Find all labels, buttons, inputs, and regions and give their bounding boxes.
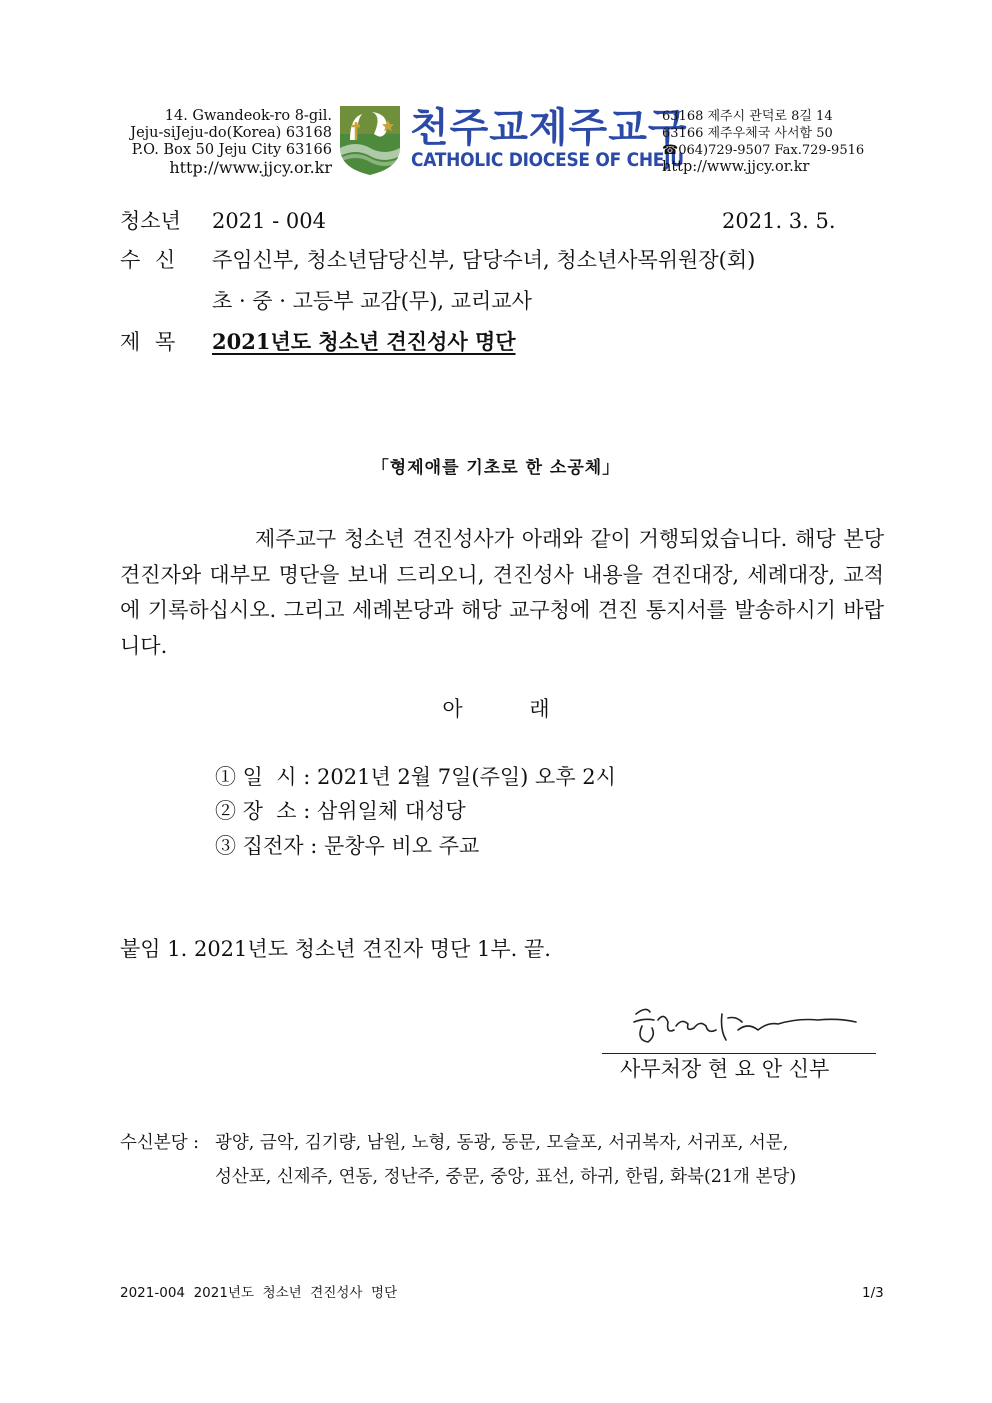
address-line: P.O. Box 50 Jeju City 63166: [131, 142, 332, 158]
detail-item-celebrant: ③ 집전자 : 문창우 비오 주교: [215, 834, 480, 858]
header-right-address: [662, 108, 864, 176]
address-line: Jeju-siJeju-do(Korea) 63168: [130, 125, 332, 141]
handwritten-signature: [628, 1000, 863, 1050]
parishes-line: 광양, 금악, 김기량, 남원, 노형, 동광, 동문, 모슬포, 서귀복자, 서귀포, 서문,: [215, 1133, 789, 1153]
address-line: 63166 제주우체국 사서함 50: [662, 126, 833, 141]
subject-label: 제 목: [120, 330, 176, 354]
footer-doc-info: 2021-004 2021년도 청소년 견진성사 명단: [120, 1285, 398, 1301]
header-left-address: [120, 108, 332, 176]
subject-title: 2021년도 청소년 견진성사 명단: [212, 329, 516, 354]
detail-item-datetime: ① 일 시 : 2021년 2월 7일(주일) 오후 2시: [215, 765, 616, 789]
doc-date: 2021. 3. 5.: [722, 209, 836, 233]
address-line: 14. Gwandeok-ro 8-gil.: [164, 108, 332, 124]
body-paragraph: [120, 522, 884, 664]
parishes-label: 수신본당 :: [120, 1133, 200, 1153]
diocese-logo: [336, 104, 404, 176]
doc-label: 청소년: [120, 209, 181, 233]
signature-line: [602, 1053, 876, 1054]
org-name-english: CATHOLIC DIOCESE OF CHEJU: [411, 150, 684, 171]
motto: 「형제애를 기초로 한 소공체」: [371, 458, 621, 478]
org-name-korean: 천주교제주교구: [410, 105, 688, 151]
address-line: 63168 제주시 관덕로 8길 14: [662, 109, 833, 124]
recipients-line: 초 · 중 · 고등부 교감(무), 교리교사: [212, 289, 532, 313]
doc-number: 2021 - 004: [212, 209, 326, 233]
recipients-line: 주임신부, 청소년담당신부, 담당수녀, 청소년사목위원장(회): [212, 248, 756, 272]
signer-name: 사무처장 현 요 안 신부: [620, 1057, 830, 1081]
parishes-line: 성산포, 신제주, 연동, 정난주, 중문, 중앙, 표선, 하귀, 한림, 화북(21개 본당): [215, 1167, 797, 1187]
website-url: http://www.jjcy.or.kr: [662, 159, 810, 175]
recipients-label: 수 신: [120, 248, 176, 272]
attachment-note: 붙임 1. 2021년도 청소년 견진자 명단 1부. 끝.: [120, 937, 551, 961]
body-text: 제주교구 청소년 견진성사가 아래와 같이 거행되었습니다. 해당 본당 견진자와 대부모 명단을 보내 드리오니, 견진성사 내용을 견진대장, 세례대장, 교적에 기록하십시오. 그리고 세례본당과 해당 교구청에 견진 통지서를 발송하시기 바랍니다.: [120, 527, 884, 658]
detail-item-place: ② 장 소 : 삼위일체 대성당: [215, 799, 466, 823]
website-url: http://www.jjcy.or.kr: [169, 158, 332, 177]
contact-phone-fax: ☎064)729-9507 Fax.729-9516: [662, 143, 865, 158]
below-heading: 아 래: [442, 697, 550, 721]
page-number: 1/3: [862, 1285, 884, 1301]
